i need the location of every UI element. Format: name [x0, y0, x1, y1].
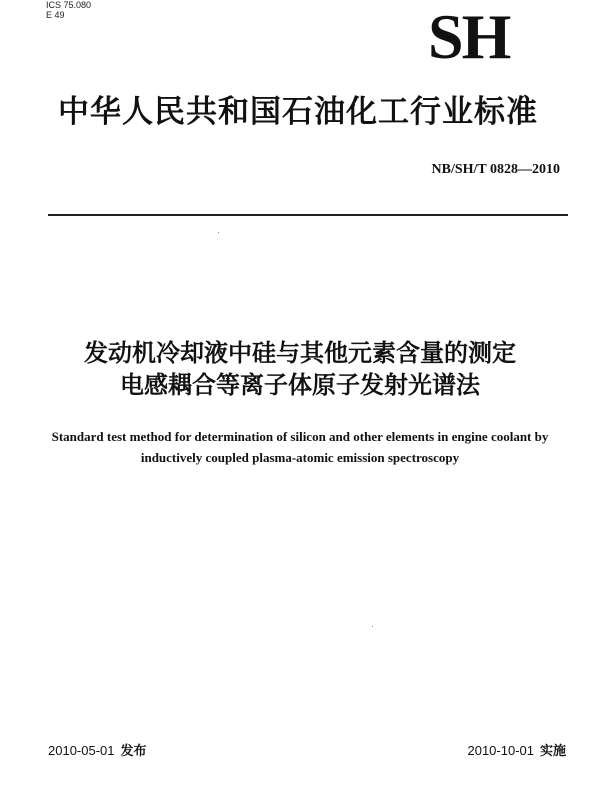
category-code: E 49: [46, 10, 65, 20]
document-title-line-1: 发动机冷却液中硅与其他元素含量的测定: [84, 339, 516, 367]
classification-codes: [46, 0, 91, 20]
header-divider: [48, 214, 568, 216]
document-title-english: Standard test method for determination of silicon and other elements in engine coolant by inductively coupled plasma-atomic emission spectroscopy: [51, 429, 549, 465]
scan-speck: [218, 232, 219, 233]
document-title-line-2: 电感耦合等离子体原子发射光谱法: [120, 371, 480, 399]
sh-logo: SH: [428, 1, 510, 72]
implement-label: 实施: [539, 744, 566, 759]
issue-date-block: [48, 743, 147, 760]
ics-code: ICS 75.080: [46, 0, 92, 10]
standard-title: 中华人民共和国石油化工行业标准: [58, 94, 538, 130]
implement-date: 2010-10-01: [467, 743, 534, 758]
standard-number: NB/SH/T 0828—2010: [431, 162, 560, 177]
issue-date: 2010-05-01: [48, 743, 115, 758]
implement-date-block: [467, 743, 566, 760]
scan-speck: [372, 626, 373, 627]
issue-label: 发布: [120, 744, 147, 759]
